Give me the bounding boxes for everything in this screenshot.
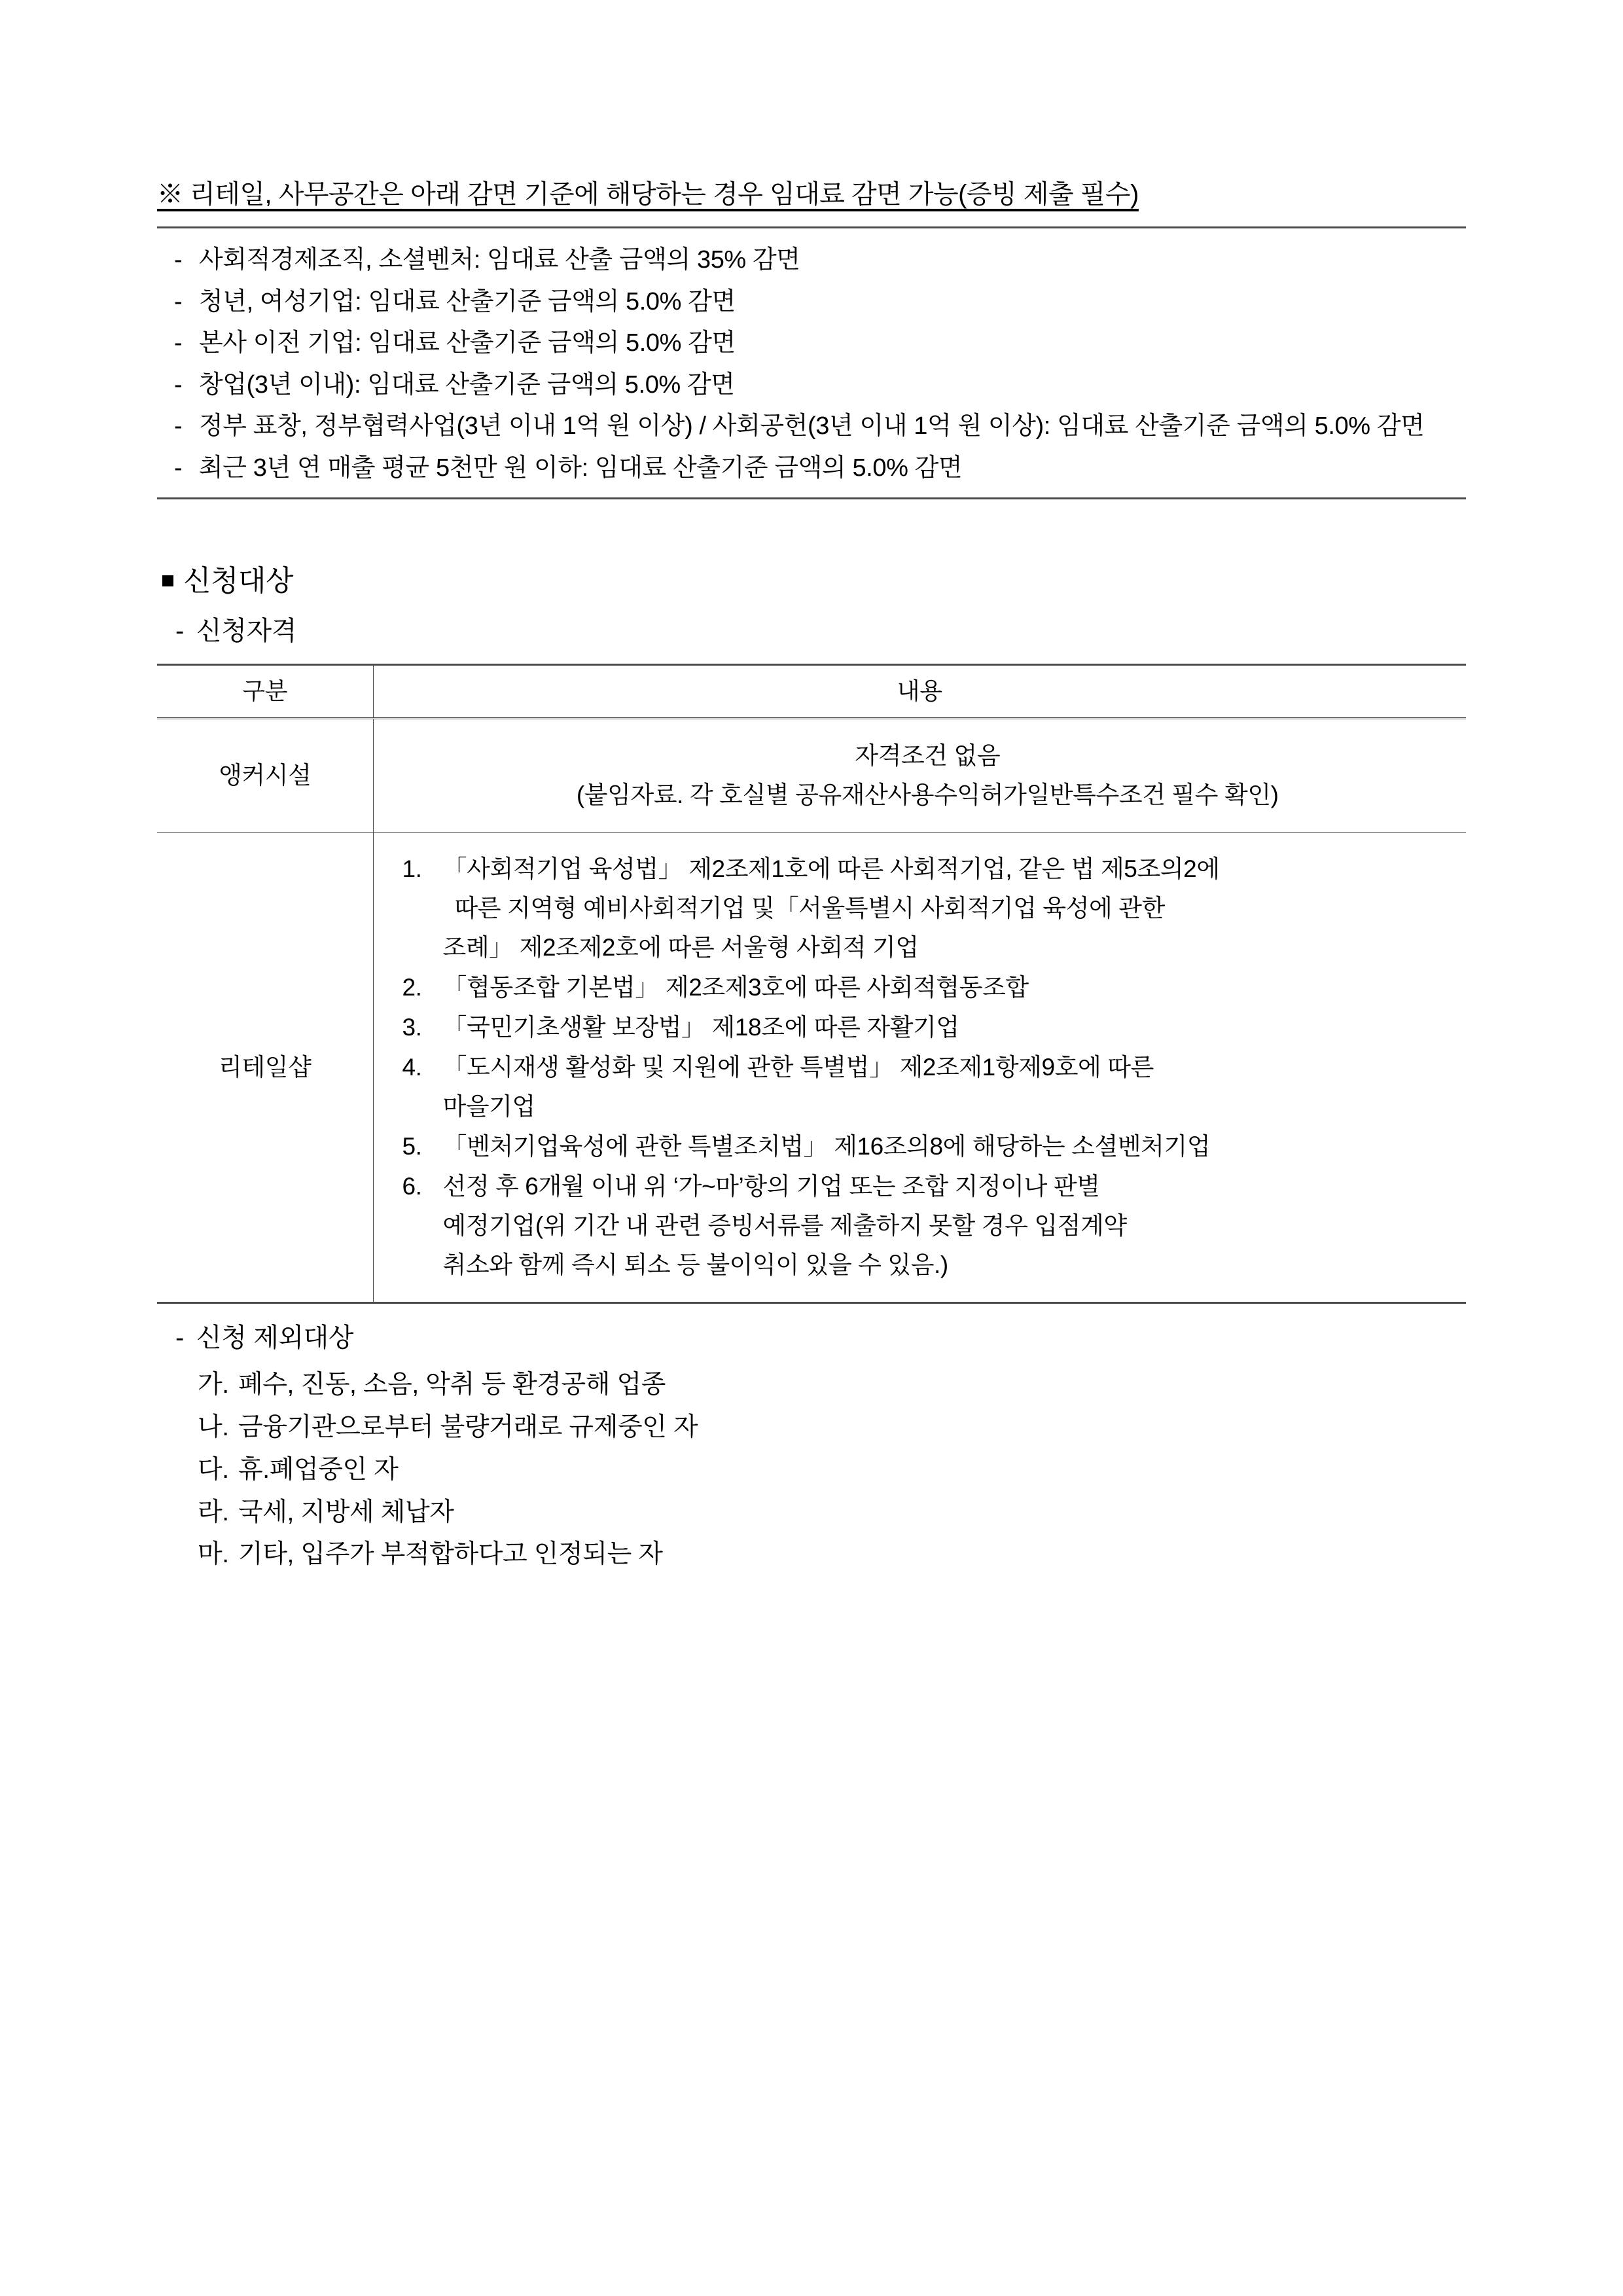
list-item [402, 850, 1454, 967]
table-row [157, 719, 1466, 833]
list-item [157, 448, 1466, 489]
list-item [157, 282, 1466, 323]
qualification-table [157, 664, 1466, 1304]
anchor-line-2: (붙임자료. 각 호실별 공유재산사용수익허가일반특수조건 필수 확인) [576, 781, 1279, 809]
item-line: 「도시재생 활성화 및 지원에 관한 특별법」 제2조제1항제9호에 따른 [442, 1053, 1154, 1081]
reduction-note-heading: ※ 리테일, 사무공간은 아래 감면 기준에 해당하는 경우 임대료 감면 가능(증빙 제출 필수) [157, 180, 1139, 209]
table-row [157, 833, 1466, 1303]
item-text: 기타, 입주가 부적합하다고 인정되는 자 [238, 1540, 663, 1569]
item-line: 예정기업(위 기간 내 관련 증빙서류를 제출하지 못할 경우 입점계약 [442, 1211, 1127, 1239]
list-item [402, 968, 1454, 1007]
item-line: 취소와 함께 즉시 퇴소 등 불이익이 있을 수 있음.) [442, 1251, 948, 1278]
divider-bottom [157, 497, 1466, 499]
list-item-text: 사회적경제조직, 소셜벤처: 임대료 산출 금액의 35% 감면 [199, 246, 800, 274]
square-bullet-icon [162, 575, 173, 586]
dash-marker: - [174, 287, 183, 315]
item-number: 6. [402, 1172, 422, 1200]
item-line: 「벤처기업육성에 관한 특별조치법」 제16조의8에 해당하는 소셜벤처기업 [442, 1132, 1211, 1160]
item-key: 다. [198, 1455, 229, 1484]
list-item [157, 323, 1466, 364]
list-item [157, 406, 1466, 447]
item-line: 선정 후 6개월 이내 위 ‘가~마’항의 기업 또는 조합 지정이나 판별 [442, 1172, 1100, 1200]
list-item-text: 정부 표창, 정부협력사업(3년 이내 1억 원 이상) / 사회공헌(3년 이내 1억 원 이상): 임대료 산출기준 금액의 5.0% 감면 [199, 412, 1425, 440]
subsection-title [157, 614, 1466, 648]
table-header-category: 구분 [157, 665, 373, 719]
list-item [157, 1407, 1466, 1449]
item-text: 폐수, 진동, 소음, 악취 등 환경공해 업종 [238, 1371, 666, 1399]
item-line: 마을기업 [442, 1092, 535, 1120]
reduction-criteria-list [157, 228, 1466, 488]
list-item [157, 1449, 1466, 1492]
row-content-retail [373, 833, 1466, 1303]
list-item [402, 1008, 1454, 1047]
item-key: 마. [198, 1540, 229, 1569]
dash-marker: - [174, 412, 183, 440]
item-key: 라. [198, 1498, 229, 1526]
dash-marker: - [175, 617, 184, 646]
list-item [157, 1364, 1466, 1407]
application-target-section [157, 562, 1466, 1576]
item-number: 1. [402, 855, 422, 883]
retail-qualification-list [402, 850, 1454, 1284]
list-item [402, 1127, 1454, 1166]
exclusion-list [157, 1364, 1466, 1576]
item-line: 따른 지역형 예비사회적기업 및「서울특별시 사회적기업 육성에 관한 [454, 895, 1165, 922]
item-line: 조례」 제2조제2호에 따른 서울형 사회적 기업 [442, 934, 919, 961]
item-text: 휴.폐업중인 자 [238, 1455, 399, 1484]
exclusion-title [157, 1321, 1466, 1355]
list-item-text: 최근 3년 연 매출 평균 5천만 원 이하: 임대료 산출기준 금액의 5.0% 감면 [199, 454, 963, 482]
dash-marker: - [174, 329, 183, 357]
subsection-title-text: 신청자격 [196, 617, 296, 646]
item-number: 3. [402, 1013, 422, 1041]
item-text: 금융기관으로부터 불량거래로 규제중인 자 [238, 1413, 698, 1442]
dash-marker: - [174, 246, 183, 274]
exclusion-title-text: 신청 제외대상 [196, 1323, 354, 1353]
table-header-content: 내용 [373, 665, 1466, 719]
row-label-anchor: 앵커시설 [157, 719, 373, 833]
item-number: 5. [402, 1132, 422, 1160]
anchor-line-1: 자격조건 없음 [855, 742, 1001, 770]
row-content-anchor [373, 719, 1466, 833]
section-title-text: 신청대상 [183, 565, 294, 598]
dash-marker: - [174, 454, 183, 482]
exclusion-section [157, 1321, 1466, 1576]
item-line: 「사회적기업 육성법」 제2조제1호에 따른 사회적기업, 같은 법 제5조의2에 [442, 855, 1220, 883]
dash-marker: - [174, 370, 183, 399]
list-item-text: 청년, 여성기업: 임대료 산출기준 금액의 5.0% 감면 [199, 287, 736, 315]
list-item-text: 본사 이전 기업: 임대료 산출기준 금액의 5.0% 감면 [199, 329, 736, 357]
list-item [402, 1048, 1454, 1126]
item-text: 국세, 지방세 체납자 [238, 1498, 454, 1526]
item-number: 4. [402, 1053, 422, 1081]
list-item [157, 1534, 1466, 1576]
list-item [157, 240, 1466, 281]
dash-marker: - [175, 1323, 184, 1353]
list-item [157, 1492, 1466, 1534]
list-item [402, 1167, 1454, 1285]
row-label-retail: 리테일샵 [157, 833, 373, 1303]
list-item-text: 창업(3년 이내): 임대료 산출기준 금액의 5.0% 감면 [199, 370, 735, 399]
list-item [157, 365, 1466, 406]
item-line: 「협동조합 기본법」 제2조제3호에 따른 사회적협동조합 [442, 973, 1029, 1001]
item-line: 「국민기초생활 보장법」 제18조에 따른 자활기업 [442, 1013, 959, 1041]
item-key: 나. [198, 1413, 229, 1442]
section-title [157, 562, 1466, 600]
item-number: 2. [402, 973, 422, 1001]
item-key: 가. [198, 1371, 229, 1399]
